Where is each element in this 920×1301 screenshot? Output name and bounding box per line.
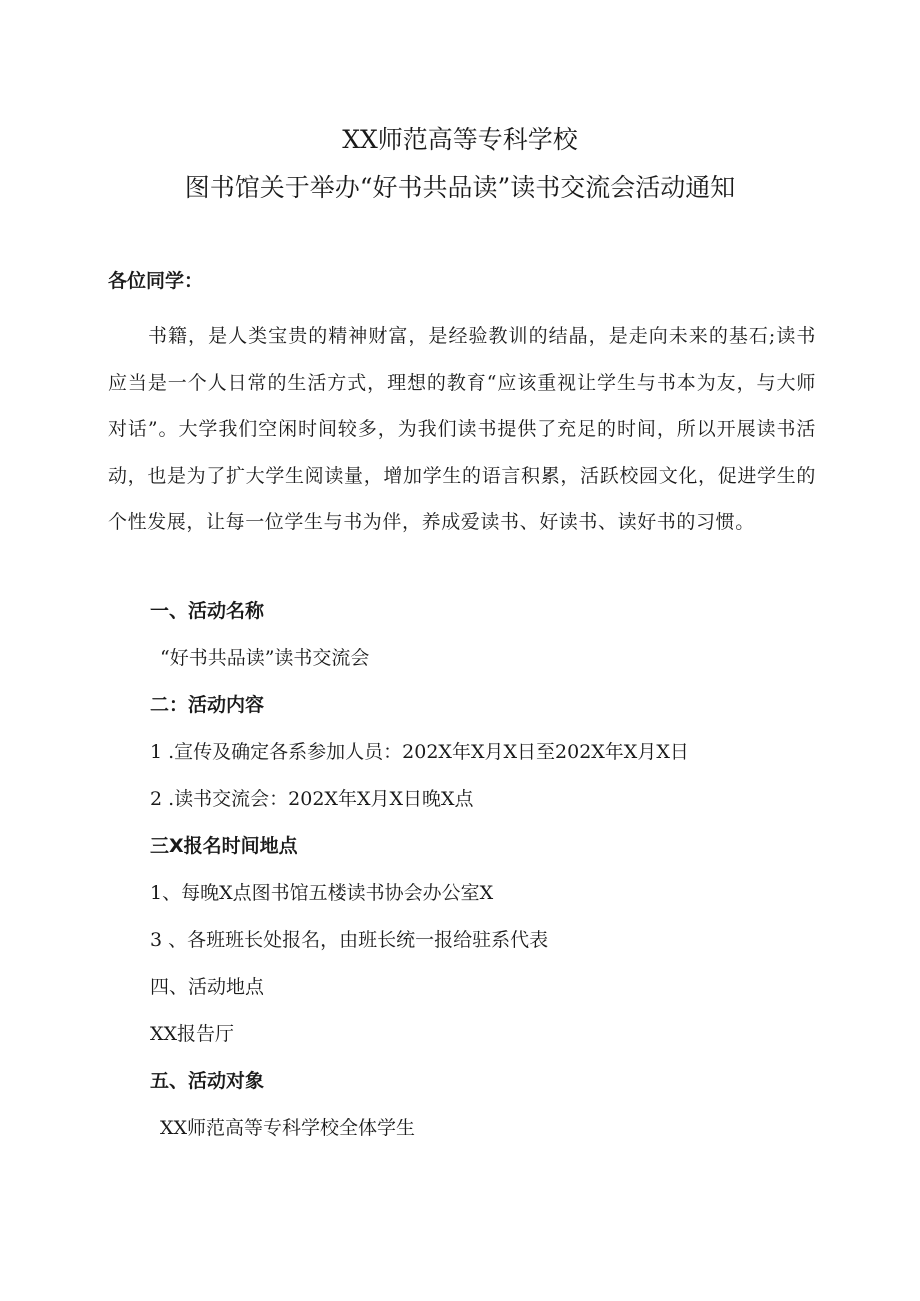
content-item-1: 1 .宣传及确定各系参加人员：202X年X月X日至202X年X月X日 bbox=[150, 741, 689, 763]
section-heading-venue: 四、活动地点 bbox=[150, 976, 265, 998]
salutation: 各位同学： bbox=[108, 270, 204, 292]
signup-item-2: 3 、各班班长处报名，由班长统一报给驻系代表 bbox=[150, 929, 549, 951]
notice-title: 图书馆关于举办“好书共品读”读书交流会活动通知 bbox=[184, 173, 736, 202]
audience-content: XX师范高等专科学校全体学生 bbox=[160, 1117, 416, 1139]
venue-content: XX报告厅 bbox=[150, 1023, 235, 1045]
section-heading-signup: 三X报名时间地点 bbox=[150, 835, 298, 857]
signup-item-1: 1、每晚X点图书馆五楼读书协会办公室X bbox=[150, 882, 494, 904]
content-item-2: 2 .读书交流会：202X年X月X日晚X点 bbox=[150, 788, 474, 810]
activity-name: “好书共品读”读书交流会 bbox=[160, 647, 370, 669]
school-title: XX师范高等专科学校 bbox=[342, 125, 578, 154]
section-heading-name: 一、活动名称 bbox=[150, 600, 265, 622]
section-heading-audience: 五、活动对象 bbox=[150, 1070, 265, 1092]
section-heading-content: 二：活动内容 bbox=[150, 694, 265, 716]
intro-paragraph: 书籍，是人类宝贵的精神财富，是经验教训的结晶，是走向未来的基石;读书应当是一个人日常的生活方式，理想的教育“应该重视让学生与书本为友，与大师对话”。大学我们空闲时间较多，为我们读书提供了充足的时间，所以开展读书活动，也是为了扩大学生阅读量，增加学生的语言积累，活跃校园文化，促进学生的个性发展，让每一位学生与书为伴，养成爱读书、好读书、读好书的习惯。 bbox=[108, 325, 816, 533]
